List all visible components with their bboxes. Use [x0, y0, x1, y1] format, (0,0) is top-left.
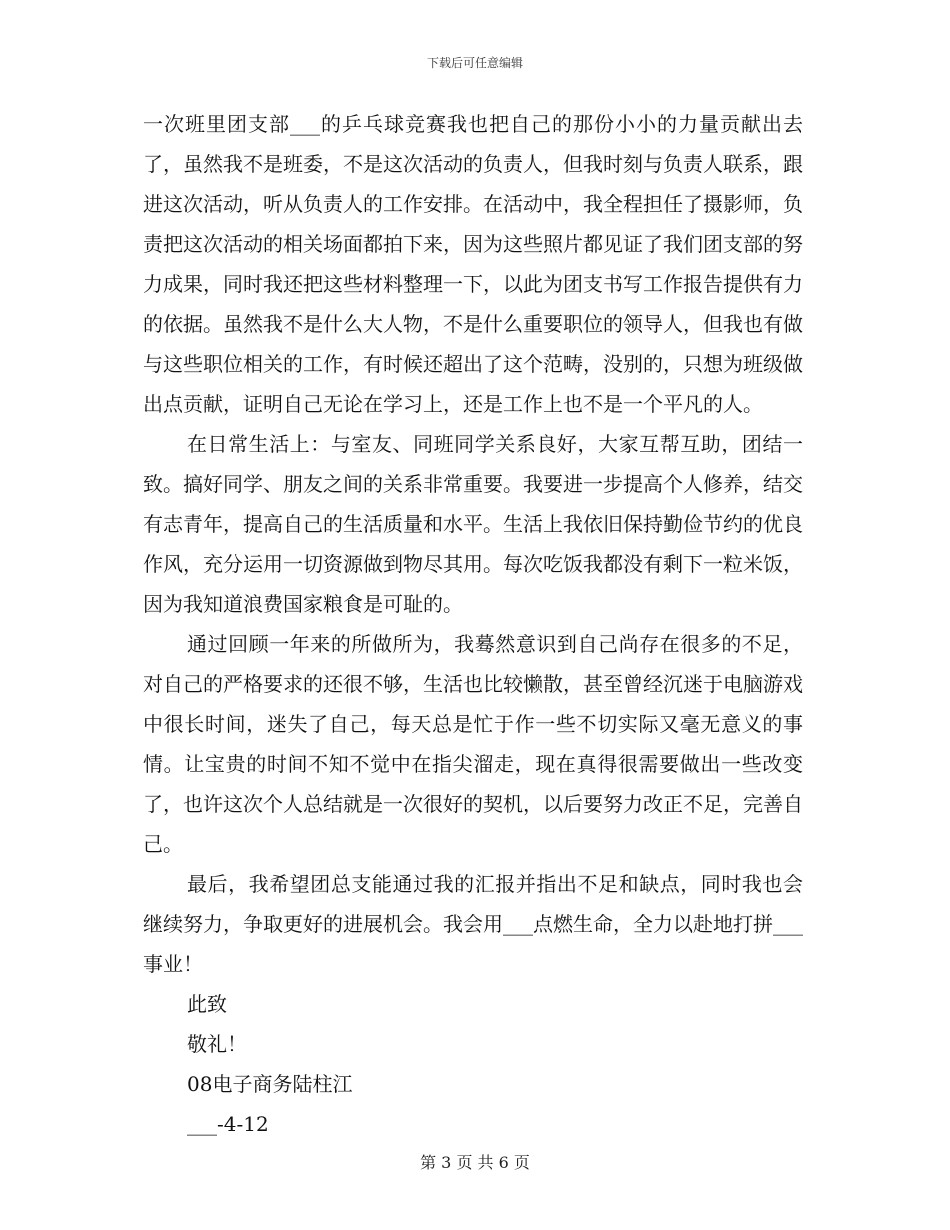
signature-text: 08电子商务陆柱江: [187, 1072, 353, 1096]
paragraph-activity: 一次班里团支部___的乒乓球竞赛我也把自己的那份小小的力量贡献出去了，虽然我不是班委，不是这次活动的负责人，但我时刻与负责人联系，跟进这次活动，听从负责人的工作安排。在活动中，我全程担任了摄影师，负责把这次活动的相关场面都拍下来，因为这些照片都见证了我们团支部的努力成果，同时我还把这些材料整理一下，以此为团支书写工作报告提供有力的依据。虽然我不是什么大人物，不是什么重要职位的领导人，但我也有做与这些职位相关的工作，有时候还超出了这个范畴，没别的，只想为班级做出点贡献，证明自己无论在学习上，还是工作上也不是一个平凡的人。: [143, 112, 803, 416]
page-header: 下载后可任意编辑: [426, 56, 523, 70]
paragraph-conclusion: 最后，我希望团总支能通过我的汇报并指出不足和缺点，同时我也会继续努力，争取更好的进展机会。我会用___点燃生命，全力以赴地打拼___事业！: [143, 872, 803, 976]
date-text: ___-4-12: [187, 1112, 269, 1136]
closing-text: 此致: [187, 992, 227, 1016]
salute-text: 敬礼！: [187, 1032, 247, 1056]
paragraph-reflection: 通过回顾一年来的所做所为，我蓦然意识到自己尚存在很多的不足，对自己的严格要求的还很不够，生活也比较懒散，甚至曾经沉迷于电脑游戏中很长时间，迷失了自己，每天总是忙于作一些不切实际又毫无意义的事情。让宝贵的时间不知不觉中在指尖溜走，现在真得很需要做出一些改变了，也许这次个人总结就是一次很好的契机，以后要努力改正不足，完善自己。: [143, 632, 803, 856]
page-footer: 第 3 页 共 6 页: [420, 1153, 530, 1172]
paragraph-daily-life: 在日常生活上：与室友、同班同学关系良好，大家互帮互助，团结一致。搞好同学、朋友之间的关系非常重要。我要进一步提高个人修养，结交有志青年，提高自己的生活质量和水平。生活上我依旧保持勤俭节约的优良作风，充分运用一切资源做到物尽其用。每次吃饭我都没有剩下一粒米饭，因为我知道浪费国家粮食是可耻的。: [143, 432, 803, 616]
document-body: [143, 104, 803, 1144]
